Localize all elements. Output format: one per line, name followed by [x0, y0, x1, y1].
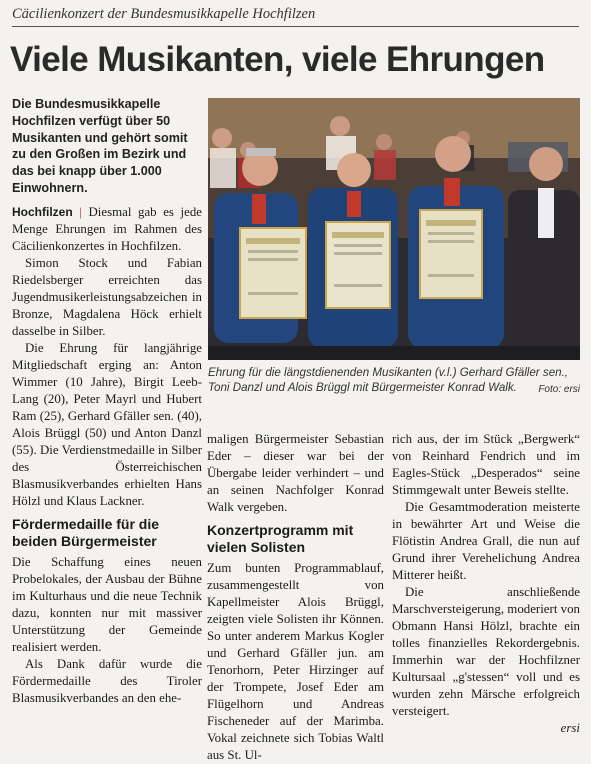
paragraph [12, 204, 202, 255]
article-kicker: Cäcilienkonzert der Bundesmusikkapelle Hochfilzen [12, 6, 579, 27]
paragraph: Als Dank dafür wurde die Fördermedaille des Tiroler Blasmusikverbandes an den ehe- [12, 657, 202, 705]
photo-credit: Foto: ersi [538, 384, 580, 395]
dateline-separator: | [79, 205, 82, 219]
article-photo [208, 98, 580, 360]
group-photo-illustration [208, 98, 580, 360]
article-lead: Die Bundesmusikkapelle Hochfilzen verfügt über 50 Musikanten und gehört somit zu den Großen im Bezirk und das bei knapp über 1.000 Einwohnern. [12, 97, 188, 195]
paragraph-text: Diesmal gab es jede Menge Ehrungen im Rahmen des Cäcilienkonzertes in Hochfilzen. [12, 205, 202, 253]
section-subhead: Fördermedaille für die beiden Bürgermeister [12, 516, 160, 549]
paragraph: maligen Bürgermeister Sebastian Eder – dieser war bei der Übergabe leider verhindert – und an seinen Nachfolger Konrad Walk vergeben. [207, 432, 384, 514]
section-subhead: Konzertprogramm mit vielen Solisten [207, 522, 354, 555]
author-signature: ersi [560, 721, 580, 735]
article-column-1 [12, 204, 202, 707]
article-headline: Viele Musikanten, viele Ehrungen [10, 40, 545, 79]
paragraph: Die anschließende Marschversteigerung, moderiert von Obmann Hansi Hölzl, brachte ein tolles finanzielles Rekordergebnis. Immerhin war der Hochfilzner Kultursaal „g'stessen“ voll und es wurden zehn Märsche erfolgreich versteigert. [392, 585, 580, 718]
photo-caption [208, 365, 580, 397]
article-column-2 [207, 431, 384, 764]
paragraph: Die Schaffung eines neuen Probelokales, der Ausbau der Bühne im Kulturhaus und die neue Technik dazu, konnten nur mit massiver Unterstützung der Gemeinde realisiert werden. [12, 555, 202, 654]
dateline: Hochfilzen [12, 205, 73, 219]
caption-text: Ehrung für die längstdienenden Musikanten (v.l.) Gerhard Gfäller sen., Toni Danzl und Alois Brüggl mit Bürgermeister Konrad Walk. [208, 366, 569, 394]
paragraph: Zum bunten Programmablauf, zusammengestellt von Kapellmeister Alois Brüggl, zeigten viele Solisten ihr Können. So unter anderem Markus Kogler und Gerhard Gfäller jun. am Tenorhorn, Peter Hirzinger auf der Trompete, Josef Eder am Flügelhorn und Andreas Fischeneder auf der Marimba. Vokal zeichnete sich Tobias Waltl aus St. Ul- [207, 561, 384, 762]
paragraph: rich aus, der im Stück „Bergwerk“ von Reinhard Fendrich und im Eagles-Stück „Desperados“ seine Stimmgewalt unter Beweis stellte. [392, 432, 580, 497]
paragraph: Die Ehrung für langjährige Mitgliedschaft erging an: Anton Wimmer (10 Jahre), Birgit Leeb-Lang (20), Peter Mayrl und Hubert Ram (25), Gerhard Gfäller sen. (40), Alois Brüggl (50) und Anton Danzl (55). Die Verdienstmedaille in Silber des Österreichischen Blasmusikverbandes erhielten Hans Hölzl und Klaus Lackner. [12, 341, 202, 508]
article-column-3 [392, 431, 580, 737]
paragraph: Simon Stock und Fabian Riedelsberger erreichten das Jugendmusikerleistungsabzeichen in Bronze, Magdalena Höck erhielt dasselbe in Silber. [12, 256, 202, 338]
paragraph: Die Gesamtmoderation meisterte in bewährter Art und Weise die Flötistin Andrea Grall, die nun auf Grund ihrer Verehelichung Andrea Mitterer heißt. [392, 500, 580, 582]
